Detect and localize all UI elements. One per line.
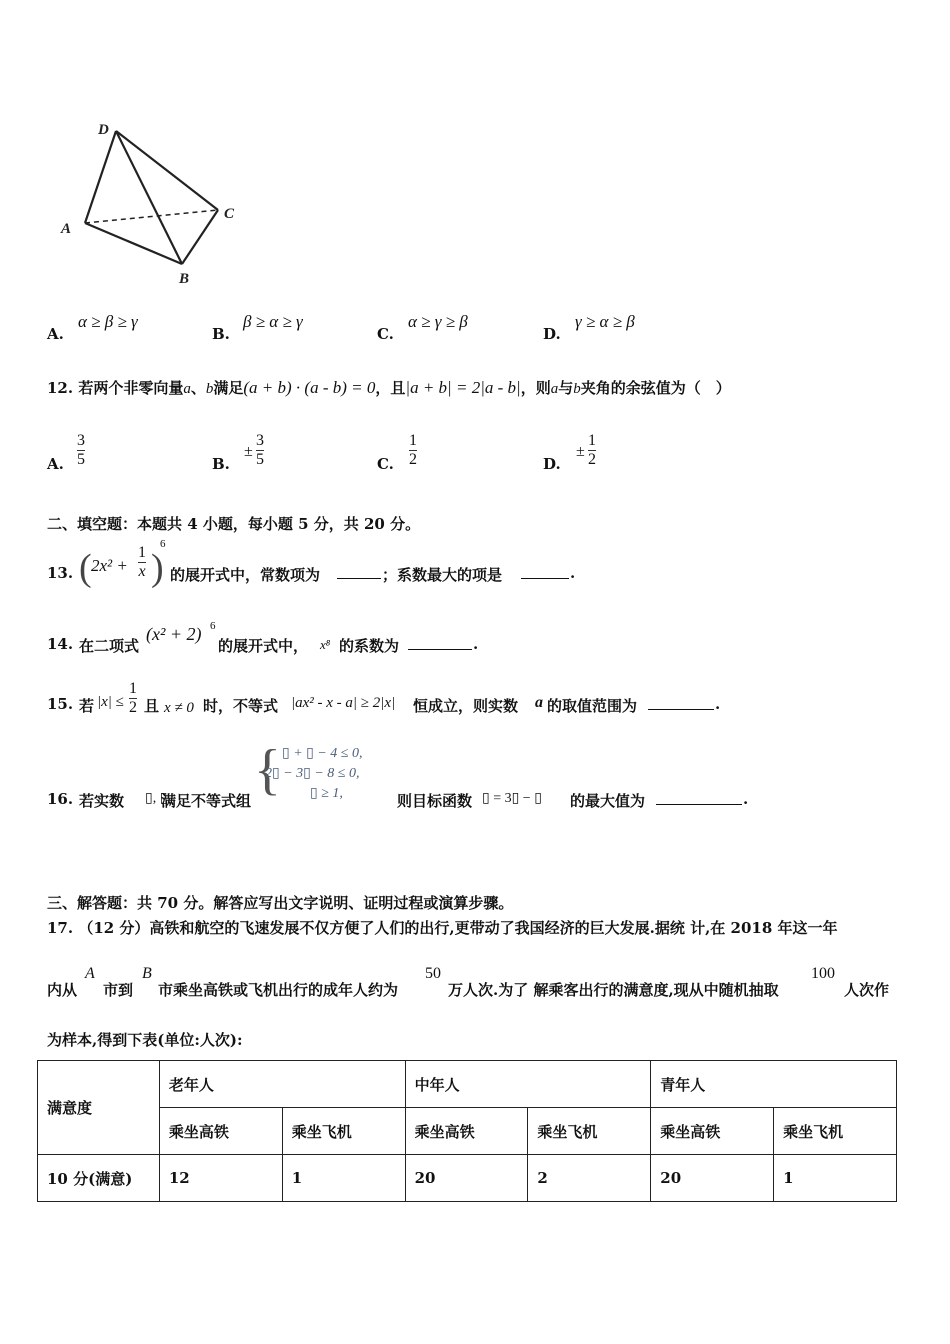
tetrahedron-figure (55, 118, 255, 293)
section-3-heading: 三、解答题：共 70 分。解答应写出文字说明、证明过程或演算步骤。 (47, 894, 514, 912)
q12-condition-2: |a + b| = 2|a - b| (405, 378, 521, 397)
q13-mid-text: ；系数最大的项是 (382, 566, 503, 584)
label-c: C (224, 206, 235, 222)
table-cell: 20 (651, 1155, 774, 1202)
q13-exponent: 6 (160, 538, 166, 550)
table-row (38, 1155, 897, 1202)
q13-end: . (570, 564, 576, 582)
q16-pre: 若实数 (79, 792, 125, 810)
q14-exponent: 6 (210, 620, 216, 632)
edge-dc (116, 131, 218, 210)
table-corner-cell: 满意度 (38, 1061, 160, 1155)
q13-fraction: 1 x (138, 544, 146, 580)
q17-city-a: A (85, 965, 95, 982)
section-2-heading: 二、填空题：本题共 4 小题，每小题 5 分，共 20 分。 (47, 515, 421, 533)
q14-number: 14. (47, 635, 74, 653)
q15-text-3: 的取值范围为 (547, 697, 638, 715)
q12-condition-1: (a + b) · (a - b) = 0 (243, 378, 376, 397)
q13-blank-1[interactable] (337, 564, 381, 579)
q11-option-a-letter: A. (47, 325, 64, 343)
q17-l2-a: 内从 (47, 981, 78, 999)
q12-text-2: 满足 (213, 379, 244, 397)
table-group-elderly: 老年人 (159, 1061, 405, 1108)
q15-and: 且 (144, 697, 160, 715)
q15-condition: x ≠ 0 (164, 700, 194, 716)
q17-line-3: 为样本,得到下表(单位:人次): (47, 1031, 243, 1049)
table-group-middle-aged: 中年人 (405, 1061, 651, 1108)
satisfaction-table (37, 1060, 897, 1202)
q17-line-1: 17. （12 分）高铁和航空的飞速发展不仅方便了人们的出行,更带动了我国经济的巨大发展.据统 计,在 2018 年这一年 (47, 919, 838, 937)
q16-mid: 满足不等式组 (161, 792, 252, 810)
q13-blank-2[interactable] (521, 564, 569, 579)
q13-expression: 2x² + (91, 556, 128, 575)
q12-text-4: ，则 (520, 379, 551, 397)
q13-number: 13. (47, 564, 74, 582)
q14-expression: (x² + 2) (146, 624, 202, 644)
edge-cb (182, 210, 218, 264)
q16-blank[interactable] (656, 790, 742, 805)
q12-text-6: 夹角的余弦值为（ ） (580, 379, 731, 397)
q14-pre-text: 在二项式 (79, 637, 140, 655)
edge-db (116, 131, 182, 264)
edge-ac-hidden (85, 210, 218, 223)
q11-option-d-letter: D. (543, 325, 561, 343)
table-sub-header: 乘坐飞机 (774, 1108, 897, 1155)
q15-pre: 若 (79, 697, 95, 715)
q17-l2-d: 万人次.为了 解乘客出行的满意度,现从中随机抽取 (448, 981, 779, 999)
q14-variable: x⁸ (320, 637, 331, 652)
q16-system-line-3: ▯ ≥ 1, (310, 786, 343, 801)
q12-vector-a: a (183, 381, 191, 397)
q12-sep: 、 (190, 379, 206, 397)
q17-l2-c: 市乘坐高铁或飞机出行的成年人约为 (158, 981, 399, 999)
q12-option-a-letter: A. (47, 455, 64, 473)
q17-l2-b: 市到 (103, 981, 134, 999)
q16 (47, 740, 767, 820)
q14-mid-text-2: 的系数为 (339, 637, 400, 655)
q17-number-50: 50 (425, 965, 441, 982)
q14-blank[interactable] (408, 635, 472, 650)
q12-vector-a2: a (550, 381, 559, 397)
q11-option-c-text: α ≥ γ ≥ β (408, 312, 468, 331)
q12-option-d-letter: D. (543, 455, 561, 473)
q11-option-b-text: β ≥ α ≥ γ (243, 312, 303, 331)
q12-option-a-fraction: 3 5 (77, 432, 85, 468)
q12-option-b-letter: B. (212, 455, 230, 473)
q16-brace: { (254, 739, 281, 801)
q12-option-c-letter: C. (377, 455, 394, 473)
q17-l2-e: 人次作 (844, 981, 890, 999)
q15-inequality: |ax² - x - a| ≥ 2|x| (291, 695, 396, 711)
q15-abs-x: |x| ≤ (97, 694, 124, 710)
label-d: D (98, 122, 109, 138)
q16-system-line-1: ▯ + ▯ − 4 ≤ 0, (282, 746, 363, 761)
table-cell: 12 (159, 1155, 282, 1202)
q12-text-3: ，且 (375, 379, 406, 397)
q12-option-b-sign: ± (244, 443, 253, 460)
q16-text-2: 则目标函数 (397, 792, 473, 810)
q12-stem (47, 370, 731, 407)
table-group-young: 青年人 (651, 1061, 897, 1108)
table-sub-header: 乘坐高铁 (159, 1108, 282, 1155)
table-cell: 1 (774, 1155, 897, 1202)
q13-right-paren: ) (151, 547, 164, 589)
label-a: A (61, 221, 72, 237)
q17-line-2 (47, 965, 907, 1005)
q13-text: 的展开式中，常数项为 (170, 566, 321, 584)
q16-end: . (743, 790, 749, 808)
table-sub-header: 乘坐高铁 (651, 1108, 774, 1155)
q11-option-b-letter: B. (212, 325, 230, 343)
q14-mid-text-1: 的展开式中， (218, 637, 309, 655)
label-b: B (179, 271, 190, 287)
q16-objective: ▯ = 3▯ − ▯ (482, 791, 542, 806)
q15-number: 15. (47, 695, 74, 713)
table-row-label: 10 分(满意) (38, 1155, 160, 1202)
table-header-row (38, 1061, 897, 1108)
table-cell: 20 (405, 1155, 528, 1202)
q17-number-100: 100 (811, 965, 835, 982)
q11-option-a-text: α ≥ β ≥ γ (78, 312, 138, 331)
q11-option-d-text: γ ≥ α ≥ β (575, 312, 635, 331)
table-sub-header: 乘坐高铁 (405, 1108, 528, 1155)
q15-variable: a (535, 694, 543, 711)
q15-blank[interactable] (648, 695, 714, 710)
q14-end: . (473, 635, 479, 653)
table-subheader-row (38, 1108, 897, 1155)
q15-text-1: 时，不等式 (203, 697, 279, 715)
table-cell: 2 (528, 1155, 651, 1202)
q16-number: 16. (47, 790, 74, 808)
table-sub-header: 乘坐飞机 (528, 1108, 651, 1155)
q15-fraction: 1 2 (129, 680, 137, 716)
q13-left-paren: ( (79, 547, 92, 589)
q16-text-3: 的最大值为 (570, 792, 646, 810)
q16-vars: ▯, ▯ (145, 791, 168, 806)
q15-end: . (715, 695, 721, 713)
q12-vector-b: b (205, 381, 214, 397)
q12-vector-b2: b (573, 381, 581, 397)
q16-system-line-2: 2▯ − 3▯ − 8 ≤ 0, (265, 766, 360, 781)
edge-da (85, 131, 116, 223)
q12-option-c-fraction: 1 2 (409, 432, 417, 468)
q12-text-1: 若两个非零向量 (78, 379, 184, 397)
table-sub-header: 乘坐飞机 (282, 1108, 405, 1155)
q12-option-d-fraction: 1 2 (588, 432, 596, 468)
q12-option-d-sign: ± (576, 443, 585, 460)
q11-option-c-letter: C. (377, 325, 394, 343)
q15-text-2: 恒成立，则实数 (413, 697, 519, 715)
q12-text-5: 与 (558, 379, 574, 397)
q17-city-b: B (142, 965, 152, 982)
q12-option-b-fraction: 3 5 (256, 432, 264, 468)
edge-ab (85, 223, 182, 264)
q12-number: 12. (47, 379, 74, 397)
table-cell: 1 (282, 1155, 405, 1202)
